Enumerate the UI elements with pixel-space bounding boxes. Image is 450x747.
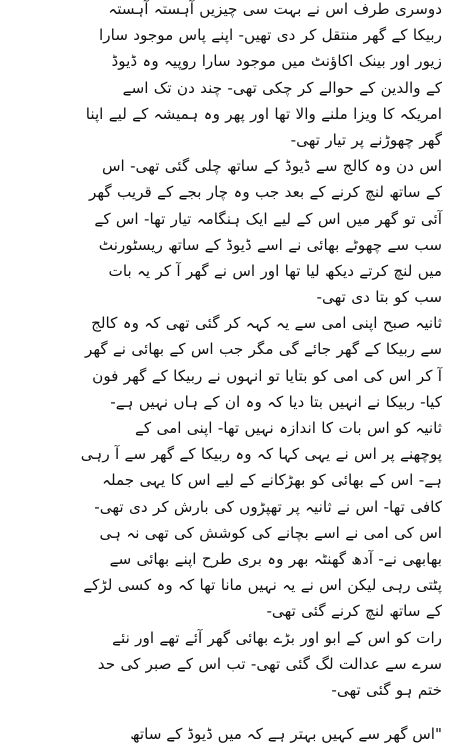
text-line: ہے- اس کے بھائی کو بھڑکانے کے لیے اس کا یہی جملہ <box>102 471 442 490</box>
text-line: دوسری طرف اس نے بہت سی چیزیں آہستہ آہستہ <box>108 0 442 18</box>
text-line: سرے سے عدالت لگ گئی تھی- تب اس کے صبر کی حد <box>97 654 442 673</box>
text-line: بھابھی نے- آدھ گھنٹہ بھر وہ بری طرح اپنے بھائی سے <box>109 549 442 568</box>
text-line: آئی تو گھر میں اس کے لیے ایک ہنگامہ تیار تھا- اس کے <box>94 209 442 228</box>
text-line: سے ربیکا کے گھر جائے گی مگر جب اس کے بھائی نے گھر <box>84 340 442 359</box>
text-line: کافی تھا- اس نے ثانیہ پر تھپڑوں کی بارش کر دی تھی- <box>94 497 442 516</box>
urdu-text-block <box>6 0 442 703</box>
text-line: ربیکا کے گھر منتقل کر دی تھیں- اپنے پاس موجود سارا <box>99 26 442 45</box>
partially-visible-line <box>6 725 442 745</box>
text-line: آ کر اس کی امی کو بتایا تو انہوں نے ربیکا کے گھر فون <box>92 366 442 385</box>
text-line: پوچھنے پر اس نے یہی کہا کہ وہ ربیکا کے گھر سے آ رہی <box>80 445 442 464</box>
text-line: ثانیہ صبح اپنی امی سے یہ کہہ کر گئی تھی کہ وہ کالج <box>91 314 442 333</box>
text-line: کے والدین کے حوالے کر چکی تھی- چند دن تک اسے <box>122 78 442 97</box>
text-line: رات کو اس کے ابو اور بڑے بھائی گھر آئے تھے اور نئے <box>112 628 442 647</box>
text-line: ثانیہ کو اس بات کا اندازہ نہیں تھا- اپنی امی کے <box>135 419 442 437</box>
text-line: پٹتی رہی لیکن اس نے یہ نہیں مانا تھا کہ وہ کسی لڑکے <box>83 576 442 595</box>
text-line: امریکہ کا ویزا ملنے والا تھا اور پھر وہ ہمیشہ کے لیے اپنا <box>85 104 442 123</box>
text-line: زیور اور بینک اکاؤنٹ میں موجود سارا روپیہ وہ ڈیوڈ <box>111 52 442 71</box>
text-line: کیا- ربیکا نے انہیں بتا دیا کہ وہ ان کے ہاں نہیں ہے- <box>110 392 442 411</box>
text-line: سب کو بتا دی تھی- <box>316 288 442 307</box>
text-line: ختم ہو گئی تھی- <box>331 680 442 699</box>
text-line: گھر چھوڑنے پر تیار تھی- <box>290 130 442 149</box>
cut-line-text: "اس گھر سے کہیں بہتر ہے کہ میں ڈیوڈ کے ساتھ <box>130 725 442 743</box>
text-line: کے ساتھ لنچ کرنے کے بعد جب وہ چار بجے کے قریب گھر <box>89 183 442 202</box>
text-line: سب سے چھوٹے بھائی نے اسے ڈیوڈ کے ساتھ ریسٹورنٹ <box>98 235 442 254</box>
text-line: میں لنچ کرتے دیکھ لیا تھا اور اس نے گھر آ کر یہ بات <box>108 261 442 280</box>
text-line: کے ساتھ لنچ کرنے گئی تھی- <box>266 602 442 621</box>
text-line: اس دن وہ کالج سے ڈیوڈ کے ساتھ چلی گئی تھی- اس <box>101 157 442 176</box>
text-line: اس کی امی نے اسے بچانے کی کوشش کی تھی نہ ہی <box>99 523 442 542</box>
